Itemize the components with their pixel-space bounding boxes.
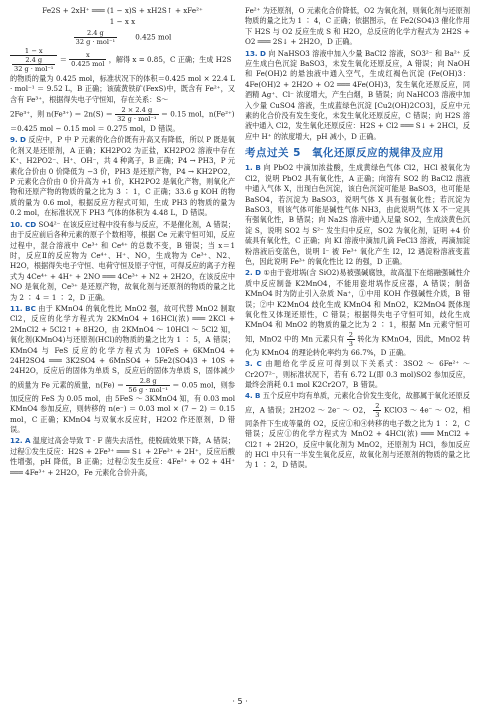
paragraph: 2Fe³⁺，则 n(Fe³⁺) ＝ 2n(S) ＝ $\frac{2 \times 2.4 g}{\text{32 g · mol⁻¹}}$ ＝ 0.15 mol，n(Fe²⁺) — [10, 106, 235, 124]
equation-coefficients: 1 − x x — [109, 17, 136, 27]
paragraph: 的物质的量为 0.425 mol，标准状况下的体积＝0.425 mol × 22.4 L · mol⁻¹ ＝ 9.52 L，B 正确；该硫黄铁矿(FexS)中，既含有 Fe²⁺，又含有 Fe³⁺，根据得失电子守恒知，存在关系：S～ — [10, 73, 235, 104]
answer-9: 9. D 反应中，P 中 P 元素的化合价既有升高又有降低，所以 P 既是氧化剂又是还原剂，A 正确；KH2PO2 为正盐，KH2PO2 溶液中存在 K⁺、H2PO2⁻、H⁺、OH⁻，共 4 种离子，B 正确；P4 → PH3，P 元素化合价由 0 价降低为 −3 价，PH3 是还原产物，P4 → KH2PO2，P 元素化合价由 0 价升高为 +1 价，KH2PO2 是氧化产物，则氧化产物和还原产物的物质的量之比为 3 ∶ 1，C 正确；33.6 g KOH 的物质的量为 0.6 mol，根据反应方程式可知，生成 PH3 的物质的量为 0.2 mol，在标准状况下 PH3 气体的体积为 4.48 L，D 错误。 — [10, 135, 235, 218]
equation-quantities: $\frac{2.4 g}{\text{32 g · mol⁻¹}}$ 0.425 mol — [75, 28, 172, 46]
answer-12: 12. A 温度过高会导致 T · F 菌失去活性，使脱硫效果下降，A 错误；过程①发生反应：H2S + 2Fe³⁺ ═══ S↓ + 2Fe²⁺ + 2H⁺，反应后酸性增强，pH 降低，B 正确；过程②发生反应：4Fe²⁺ + O2 + 4H⁺ ═══ 4Fe³⁺ + 2H2O，Fe 元素化合价升高， — [10, 436, 235, 477]
equation-line: Fe2S + 2xH⁺ ═══ (1 − x)S + xH2S↑ + xFe²⁺ — [42, 6, 203, 15]
fraction: $\frac{2 \times 2.4 g}{\text{32 g · mol⁻¹}}$ — [117, 106, 157, 124]
section-title: 考点过关 5 氧化还原反应的规律及应用 — [245, 147, 444, 160]
left-column — [10, 6, 235, 691]
answer-s4: 4. B 五个反应中均有单质，元素化合价发生变化，故都属于氧化还原反应，A 错误；2H2O2 ～ 2e⁻ ～ O2， $\frac{2}{3}$ KClO3 ～ 4e⁻ ～ O2，相同条件下生成等量的 O2，反应①和④转移的电子数之比为 1 ∶ 2，C 错误；反应①的化学方程式为 MnO2 + 4HCl(浓) ═══ MnCl2 + Cl2↑ + 2H2O，反应中氧化剂为 MnO2，还原剂为 HCl，参加反应的 HCl 中只有一半发生氧化反应，故氧化剂与还原剂的物质的量之比为 1 ∶ 2，D 错误。 — [245, 391, 470, 470]
two-column-body — [10, 6, 470, 691]
page-number: · 5 · — [232, 697, 248, 706]
fraction: $\frac{1 - x}{\frac{2.4 g}{\text{32 g · mol⁻¹}}}$ — [10, 47, 57, 73]
paragraph: ＝0.425 mol − 0.15 mol ＝ 0.275 mol，D 错误。 — [10, 124, 180, 134]
solve-line: $\frac{1 - x}{\frac{2.4 g}{\text{32 g · mol⁻¹}}}$ ＝ $\frac{x}{\text{0.425 mol}}$ ，解得 x = 0.85，C 正确；生成 H2S — [10, 47, 235, 73]
paragraph: Fe²⁺ 为还原剂，O 元素化合价降低，O2 为氧化剂，则氧化剂与还原剂物质的量之比为 1 ∶ 4，C 正确；依据图示，在 Fe2(SO4)3 催化作用下 H2S 与 O2 反应生成 S 和 H2O，总反应的化学方程式为 2H2S + O2 ═══ 2S↓ + 2H2O，D 正确。 — [245, 6, 470, 47]
fraction: $\frac{2.4 g}{\text{32 g · mol⁻¹}}$ — [75, 28, 116, 46]
answer-s2: 2. D ①由于瓷坩埚(含 SiO2)易被强碱腐蚀，故高温下在熔融强碱性介质中反应制备 K2MnO4，不能用瓷坩埚作反应器，A 错误；制备 KMnO4 时为防止引入杂质 Na⁺，①中用 KOH 作强碱性介质，B 错误；②中 K2MnO4 歧化生成 KMnO4 和 MnO2，K2MnO4 既体现氧化性又体现还原性，C 错误；根据得失电子守恒可知，歧化生成 KMnO4 和 MnO2 的物质的量之比为 2 ∶ 1，根据 Mn 元素守恒可知，MnO2 中的 Mn 元素只有 $\frac{2}{3}$ 转化为 KMnO4，因此，MnO2 转化为 KMnO4 的理论转化率约为 66.7%，D 正确。 — [245, 268, 470, 357]
fraction: $\frac{2}{3}$ — [375, 401, 380, 419]
right-column — [245, 6, 470, 691]
answer-s3: 3. C 由题给化学反应可得到以下关系式：3SO2 ～ 6Fe²⁺ ～ Cr2O7²⁻，则标准状况下，若有 6.72 L(即 0.3 mol)SO2 参加反应，最终会消耗 0.1 mol K2Cr2O7，B 错误。 — [245, 359, 470, 389]
answer-s1: 1. B 向 PbO2 中滴加浓盐酸，生成黄绿色气体 Cl2，HCl 被氧化为 Cl2，说明 PbO2 具有氧化性，A 正确；向溶有 SO2 的 BaCl2 溶液中通入气体 X，出现白色沉淀，该白色沉淀可能是 BaSO3，也可能是 BaSO4，若沉淀为 BaSO3，说明气体 X 具有强氧化性；若沉淀为 BaSO3，则该气体可能是碱性气体 NH3，由此说明气体 X 不一定具有强氧化性，B 错误；向 Na2S 溶液中通入足量 SO2，生成淡黄色沉淀 S，说明 SO2 与 S²⁻ 发生归中反应，SO2 为氧化剂，证明 +4 价硫具有氧化性，C 正确；向 KI 溶液中滴加几滴 FeCl3 溶液，再滴加淀粉溶液后变蓝色，说明 I⁻ 被 Fe³⁺ 氧化产生 I2，I2 遇淀粉溶液变蓝色，因此说明 Fe³⁺ 的氧化性比 I2 的强，D 正确。 — [245, 163, 470, 266]
answer-10: 10. CD SO4²⁻ 在该反应过程中没有参与反应，不是催化剂，A 错误；由于反应前后各种元素的原子个数相等，根据 Ce 元素守恒可知，反应过程中，混合溶液中 Ce³⁺ 和 Ce⁴⁺ 的总数不变，B 错误；当 x＝1 时，反应Ⅱ的反应物为 Ce⁴⁺、H⁺、NO，生成物为 Ce³⁺、N2、H2O，根据得失电子守恒、电荷守恒及原子守恒，可得反应的离子方程式为 4Ce⁴⁺ + 4H⁺ + 2NO ═══ 4Ce³⁺ + N2 + 2H2O，在该反应中 NO 是氧化剂，Ce³⁺ 是还原产物，故氧化剂与还原剂的物质的量之比为 2 ∶ 4 ＝ 1 ∶ 2，D 正确。 — [10, 219, 235, 302]
fraction: $\frac{2}{3}$ — [348, 330, 353, 348]
answer-11: 11. BC 由于 KMnO4 的氧化性比 MnO2 强，故可代替 MnO2 制取 Cl2，反应的化学方程式为 2KMnO4 + 16HCl(浓) ═══ 2KCl + 2MnCl2 + 5Cl2↑ + 8H2O，由 2KMnO4 ～ 10HCl ～ 5Cl2 知，氧化剂(KMnO4)与还原剂(HCl)的物质的量之比为 1 ∶ 5，A 错误；KMnO4 与 FeS 反应的化学方程式为 10FeS + 6KMnO4 + 24H2SO4 ═══ 3K2SO4 + 6MnSO4 + 5Fe2(SO4)3 + 10S + 24H2O，反应后的固体为单质 S，反应后的固体为单质 S，固体减少的质量为 Fe 元素的质量，n(Fe) ＝ $\frac{2.8 g}{\text{56 g · mol⁻¹}}$ ＝ 0.05 mol，则参加反应的 FeS 为 0.05 mol，由 5FeS ～ 3KMnO4 知，有 0.03 mol KMnO4 参加反应，则转移的 n(e⁻) ＝ 0.03 mol × (7 − 2) ＝ 0.15 mol，C 正确；KMnO4 与双氧水反应时，H2O2 作还原剂，D 错误。 — [10, 303, 235, 434]
answer-13: 13. D 向 NaHSO3 溶液中加入少量 BaCl2 溶液，SO3²⁻ 和 Ba²⁺ 反应生成白色沉淀 BaSO3，未发生氧化还原反应，A 错误；向 NaOH 和 Fe(OH)2 的悬浊液中通入空气，生成红褐色沉淀 (Fe(OH)3：4Fe(OH)2 + 2H2O + O2 ═══ 4Fe(OH)3，发生氧化还原反应，同酒精 Ag⁺、Cl⁻ 浓度增大，产生白烟，B 错误；向 NaHCO3 溶液中加入少量 CuSO4 溶液，生成蓝绿色沉淀 [Cu2(OH)2CO3]，反应中元素的化合价没有发生变化，未发生氧化还原反应，C 错误；向 H2S 溶液中通入 Cl2，发生氧化还原反应：H2S + Cl2 ═══ S↓ + 2HCl，反应中 H⁺ 的浓度增大，pH 减小，D 正确。 — [245, 48, 470, 141]
fraction: $\frac{x}{\text{0.425 mol}}$ — [71, 51, 105, 69]
fraction: $\frac{2.8 g}{\text{56 g · mol⁻¹}}$ — [128, 376, 168, 394]
